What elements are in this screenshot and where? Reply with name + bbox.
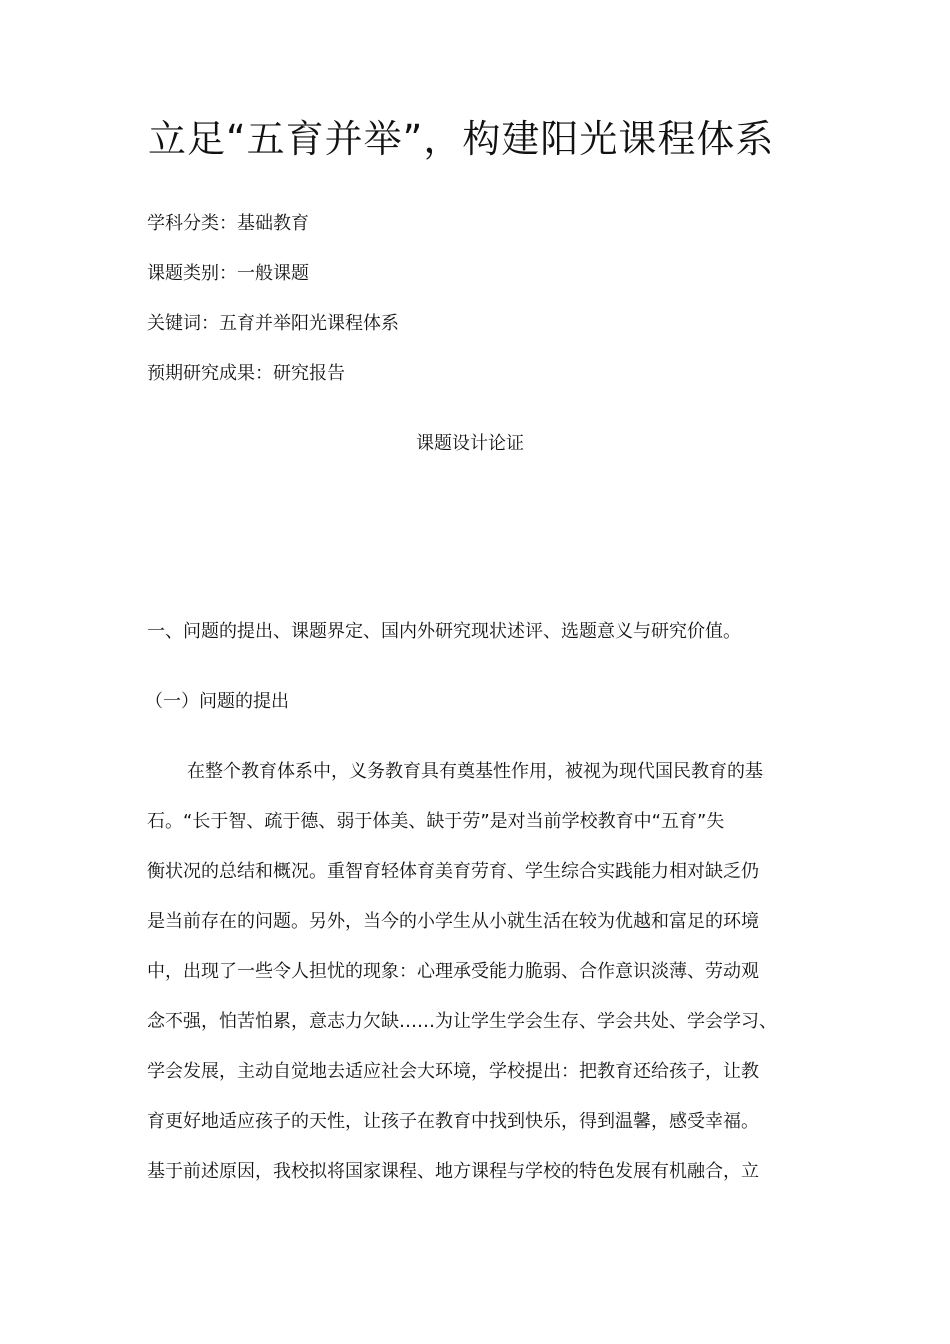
paragraph-line: 基于前述原因，我校拟将国家课程、地方课程与学校的特色发展有机融合，立: [147, 1161, 759, 1182]
project-category: 课题类别：一般课题: [147, 263, 309, 284]
document-title: 立足“五育并举”，构建阳光课程体系: [148, 117, 775, 161]
subject-classification: 学科分类：基础教育: [147, 213, 309, 234]
paragraph-line: 学会发展，主动自觉地去适应社会大环境，学校提出：把教育还给孩子，让教: [147, 1061, 759, 1082]
subsection-heading: （一）问题的提出: [145, 691, 289, 712]
section-heading-1: 一、问题的提出、课题界定、国内外研究现状述评、选题意义与研究价值。: [147, 621, 741, 642]
expected-result: 预期研究成果：研究报告: [147, 363, 345, 384]
paragraph-line: 衡状况的总结和概况。重智育轻体育美育劳育、学生综合实践能力相对缺乏仍: [147, 861, 759, 882]
section-title: 课题设计论证: [416, 433, 524, 454]
paragraph-line: 念不强，怕苦怕累，意志力欠缺……为让学生学会生存、学会共处、学会学习、: [147, 1011, 777, 1032]
paragraph-line: 在整个教育体系中，义务教育具有奠基性作用，被视为现代国民教育的基: [187, 761, 763, 782]
paragraph-line: 石。“长于智、疏于德、弱于体美、缺于劳”是对当前学校教育中“五育”失: [147, 811, 725, 832]
paragraph-line: 育更好地适应孩子的天性，让孩子在教育中找到快乐，得到温馨，感受幸福。: [147, 1111, 759, 1132]
paragraph-line: 中，出现了一些令人担忧的现象：心理承受能力脆弱、合作意识淡薄、劳动观: [147, 961, 759, 982]
keywords: 关键词：五育并举阳光课程体系: [147, 313, 399, 334]
paragraph-line: 是当前存在的问题。另外，当今的小学生从小就生活在较为优越和富足的环境: [147, 911, 759, 932]
